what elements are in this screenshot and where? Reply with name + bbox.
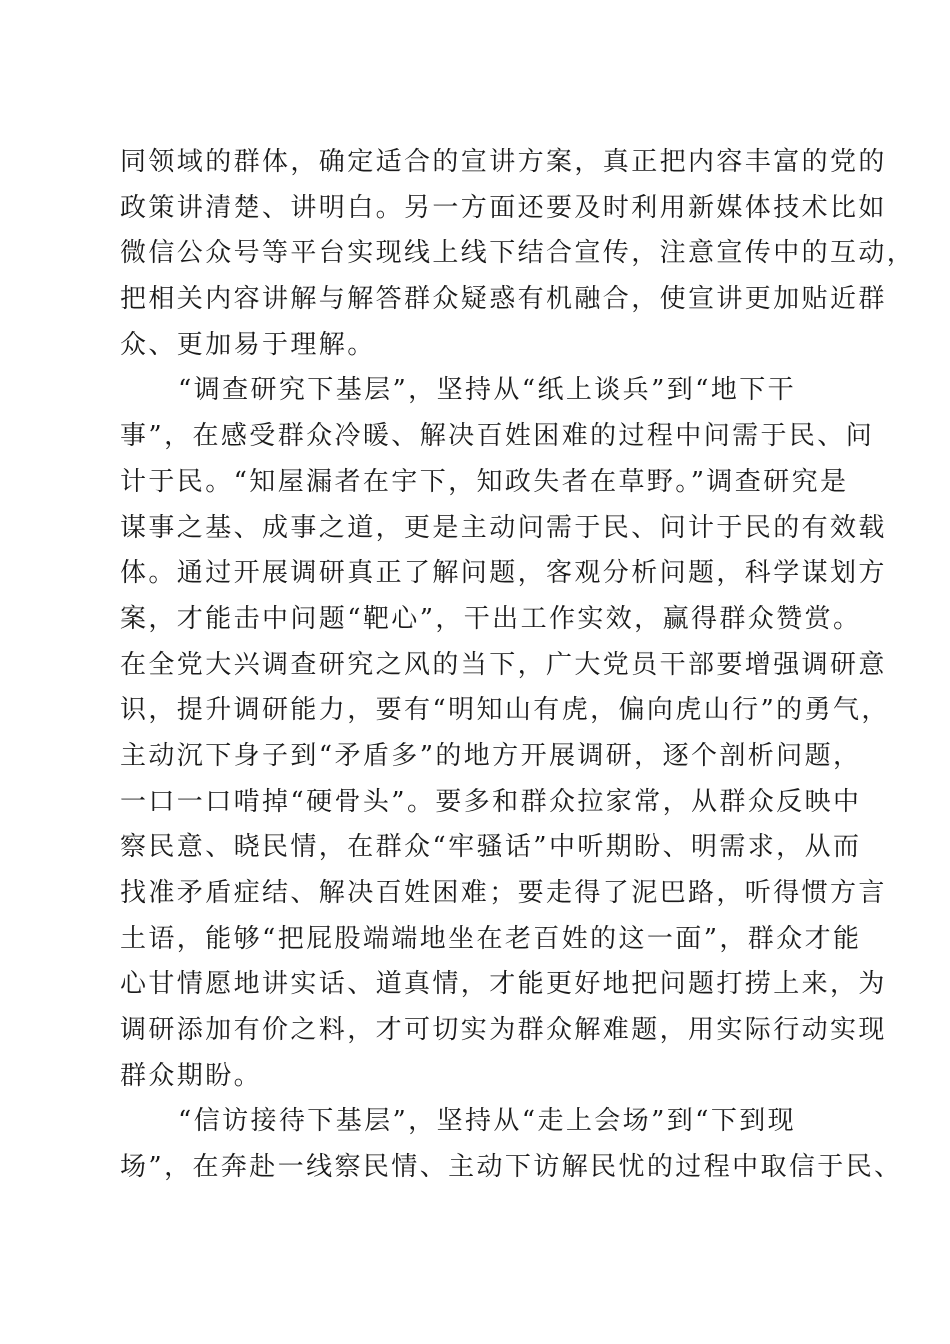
text-line: 众、更加易于理解。 (120, 329, 376, 360)
text-line: 谋事之基、成事之道，更是主动问需于民、问计于民的有效载 (120, 512, 887, 543)
text-line: 心甘情愿地讲实话、道真情，才能更好地把问题打捞上来，为 (120, 969, 887, 1000)
text-line: 找准矛盾症结、解决百姓困难；要走得了泥巴路，听得惯方言 (120, 878, 887, 908)
text-line: 同领域的群体，确定适合的宣讲方案，真正把内容丰富的党的 (120, 147, 887, 177)
text-line: 事”，在感受群众冷暖、解决百姓困难的过程中问需于民、问 (120, 421, 875, 452)
text-line: 微信公众号等平台实现线上线下结合宣传，注意宣传中的互动， (120, 238, 916, 269)
text-line: 体。通过开展调研真正了解问题，客观分析问题，科学谋划方 (120, 558, 887, 589)
text-line: 场”，在奔赴一线察民情、主动下访解民忧的过程中取信于民、 (120, 1152, 903, 1183)
text-line: 计于民。“知屋漏者在宇下，知政失者在草野。”调查研究是 (120, 466, 849, 497)
text-line: 案，才能击中问题“靶心”，干出工作实效，赢得群众赞赏。 (120, 603, 862, 634)
text-line: 把相关内容讲解与解答群众疑惑有机融合，使宣讲更加贴近群 (120, 284, 887, 315)
text-line: 政策讲清楚、讲明白。另一方面还要及时利用新媒体技术比如 (120, 192, 887, 223)
paragraph-first-line: “调查研究下基层”，坚持从“纸上谈兵”到“地下干 (178, 375, 797, 406)
text-line: 主动沉下身子到“矛盾多”的地方开展调研，逐个剖析问题， (120, 740, 862, 771)
text-line: 土语，能够“把屁股端端地坐在老百姓的这一面”，群众才能 (120, 923, 862, 954)
text-line: 在全党大兴调查研究之风的当下，广大党员干部要增强调研意 (120, 649, 887, 680)
text-line: 群众期盼。 (120, 1060, 263, 1091)
text-line: 识，提升调研能力，要有“明知山有虎，偏向虎山行”的勇气， (120, 695, 890, 726)
paragraph-first-line: “信访接待下基层”，坚持从“走上会场”到“下到现 (178, 1106, 797, 1137)
text-line: 调研添加有价之料，才可切实为群众解难题，用实际行动实现 (120, 1015, 887, 1046)
text-line: 察民意、晓民情，在群众“牢骚话”中听期盼、明需求，从而 (120, 832, 862, 863)
text-line: 一口一口啃掉“硬骨头”。要多和群众拉家常，从群众反映中 (120, 786, 862, 817)
body-text (120, 140, 916, 1191)
